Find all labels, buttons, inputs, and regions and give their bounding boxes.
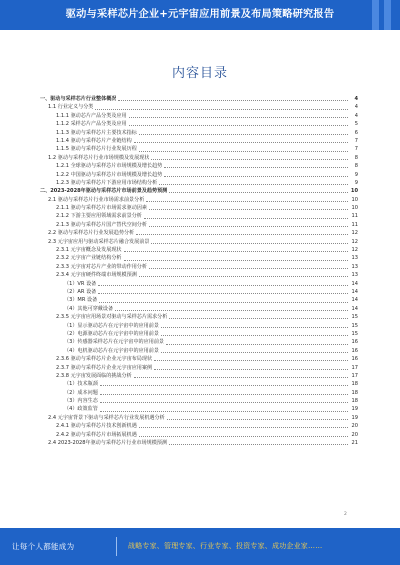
toc-entry[interactable] <box>40 347 358 355</box>
toc-leader-dots <box>134 376 348 378</box>
toc-leader-dots <box>161 326 348 328</box>
toc-entry-page: 21 <box>351 440 358 447</box>
toc-entry[interactable] <box>40 439 358 447</box>
toc-entry-title: 1.2.1 全球驱动与采样芯片市场规模及增长趋势 <box>56 163 163 170</box>
toc-leader-dots <box>100 410 348 412</box>
toc-entry-page: 15 <box>351 314 358 321</box>
toc-leader-dots <box>115 309 348 311</box>
toc-entry-title: （2）成本问题 <box>64 389 98 396</box>
toc-entry-title: 1.1.5 驱动与采样芯片行业发展历程 <box>56 146 137 153</box>
toc-leader-dots <box>149 267 348 269</box>
toc-entry-page: 20 <box>351 431 358 438</box>
toc-entry-title: 1.1.4 驱动与采样芯片产业链结构 <box>56 137 132 144</box>
toc-entry-page: 7 <box>354 146 358 153</box>
toc-leader-dots <box>124 250 348 252</box>
toc-entry[interactable] <box>40 338 358 346</box>
toc-entry-title: 2.3.2 元宇宙产业链结构分析 <box>56 255 122 262</box>
toc-entry-page: 11 <box>351 221 358 228</box>
toc-entry-title: （1）VR 设备 <box>64 280 97 287</box>
toc-entry-title: 2.1.2 下游主要应用领域需求前景分析 <box>56 213 142 220</box>
toc-entry-page: 14 <box>351 280 358 287</box>
toc-entry[interactable] <box>40 313 358 321</box>
toc-entry-page: 18 <box>351 389 358 396</box>
toc-leader-dots <box>154 359 348 361</box>
toc-entry-page: 9 <box>354 179 358 186</box>
toc-entry-page: 17 <box>351 372 358 379</box>
toc-entry-page: 9 <box>354 171 358 178</box>
toc-entry[interactable] <box>40 305 358 313</box>
toc-entry-page: 6 <box>354 129 358 136</box>
toc-entry[interactable] <box>40 204 358 212</box>
toc-entry[interactable] <box>40 145 358 153</box>
toc-entry[interactable] <box>40 372 358 380</box>
toc-entry[interactable] <box>40 171 358 179</box>
toc-leader-dots <box>129 124 348 126</box>
toc-entry[interactable] <box>40 405 358 413</box>
toc-entry-title: 2.3.1 元宇宙概念及发展现状 <box>56 247 122 254</box>
toc-entry-title: 1.1 行业定义与分类 <box>48 104 94 111</box>
toc-entry-title: 2.4.2 驱动与采样芯片市场拓展机遇 <box>56 431 137 438</box>
toc-entry[interactable] <box>40 95 358 103</box>
toc-entry-page: 14 <box>351 297 358 304</box>
toc-entry-title: （1）技术瓶颈 <box>64 381 98 388</box>
toc-entry-page: 19 <box>351 414 358 421</box>
toc-entry-page: 14 <box>351 305 358 312</box>
toc-leader-dots <box>118 99 348 101</box>
toc-leader-dots <box>146 200 348 202</box>
toc-leader-dots <box>139 426 348 428</box>
toc-entry[interactable] <box>40 322 358 330</box>
toc-entry-page: 12 <box>351 247 358 254</box>
toc-entry[interactable] <box>40 129 358 137</box>
toc-entry[interactable] <box>40 154 358 162</box>
toc-leader-dots <box>124 259 348 261</box>
toc-entry[interactable] <box>40 431 358 439</box>
toc-entry-page: 18 <box>351 398 358 405</box>
toc-leader-dots <box>169 317 348 319</box>
toc-entry[interactable] <box>40 254 358 262</box>
toc-entry-page: 10 <box>350 188 358 195</box>
toc-entry[interactable] <box>40 238 358 246</box>
toc-leader-dots <box>161 351 348 353</box>
toc-entry-title: 2.3.4 元宇宙硬件终端市场规模预测 <box>56 272 137 279</box>
toc-entry[interactable] <box>40 112 358 120</box>
toc-entry[interactable] <box>40 364 358 372</box>
toc-leader-dots <box>139 435 348 437</box>
toc-entry[interactable] <box>40 414 358 422</box>
toc-leader-dots <box>169 191 348 193</box>
toc-leader-dots <box>100 401 348 403</box>
toc-entry[interactable] <box>40 137 358 145</box>
toc-entry-page: 19 <box>351 406 358 413</box>
toc-leader-dots <box>151 158 348 160</box>
toc-leader-dots <box>98 292 348 294</box>
toc-leader-dots <box>169 443 348 445</box>
toc-entry-title: 2.3.3 元宇宙对芯片产业的带动作用分析 <box>56 263 147 270</box>
toc-leader-dots <box>166 343 348 345</box>
toc-entry-page: 17 <box>351 364 358 371</box>
toc-entry-title: （3）MR 设备 <box>64 297 98 304</box>
toc-entry[interactable] <box>40 288 358 296</box>
toc-leader-dots <box>164 175 348 177</box>
toc-entry-title: （3）传感器采样芯片在元宇宙中的应用前景 <box>64 339 165 346</box>
toc-entry-title: 2.1.3 驱动与采样芯片国产替代空间分析 <box>56 221 147 228</box>
toc-entry[interactable] <box>40 212 358 220</box>
toc-leader-dots <box>139 150 348 152</box>
toc-entry-title: （4）其他可穿戴设备 <box>64 305 114 312</box>
report-title: 驱动与采样芯片企业+元宇宙应用前景及布局策略研究报告 <box>65 9 335 20</box>
toc-leader-dots <box>154 368 348 370</box>
toc-leader-dots <box>139 133 348 135</box>
toc-entry[interactable] <box>40 355 358 363</box>
toc-entry-page: 16 <box>351 347 358 354</box>
toc-entry-page: 5 <box>354 121 358 128</box>
toc-leader-dots <box>149 208 348 210</box>
toc-entry-title: （2）AR 设备 <box>64 288 97 295</box>
toc-entry-title: 2.1 驱动与采样芯片行业市场需求前景分析 <box>48 196 145 203</box>
toc-entry[interactable] <box>40 330 358 338</box>
toc-entry-title: 1.1.3 驱动与采样芯片主要技术指标 <box>56 129 137 136</box>
toc-entry-page: 18 <box>351 381 358 388</box>
toc-entry-title: 2.3.5 元宇宙应用场景对驱动与采样芯片需求分析 <box>56 314 168 321</box>
toc-entry[interactable] <box>40 271 358 279</box>
toc-entry-page: 7 <box>354 137 358 144</box>
toc-entry[interactable] <box>40 179 358 187</box>
toc-entry-title: 2.4 2023-2028年驱动与采样芯片行业市场规模预测 <box>48 440 167 447</box>
toc-entry[interactable] <box>40 162 358 170</box>
toc-leader-dots <box>95 108 348 110</box>
toc-entry[interactable] <box>40 196 358 204</box>
toc-entry[interactable] <box>40 397 358 405</box>
toc-entry-title: 2.2 驱动与采样芯片行业发展趋势分析 <box>48 230 135 237</box>
table-of-contents <box>40 95 358 447</box>
toc-entry[interactable] <box>40 280 358 288</box>
toc-entry-title: 2.3.7 驱动与采样芯片企业元宇宙应用案例 <box>56 364 153 371</box>
toc-entry-page: 16 <box>351 339 358 346</box>
toc-entry[interactable] <box>40 389 358 397</box>
toc-entry[interactable] <box>40 263 358 271</box>
toc-entry-title: 2.3.8 元宇宙发展面临的挑战分析 <box>56 372 132 379</box>
toc-entry-title: 2.4.1 驱动与采样芯片技术创新机遇 <box>56 423 137 430</box>
toc-entry-title: 2.4 元宇宙背景下驱动与采样芯片行业发展机遇分析 <box>48 414 165 421</box>
toc-entry-title: （4）电机驱动芯片在元宇宙中的应用前景 <box>64 347 159 354</box>
toc-leader-dots <box>144 217 348 219</box>
toc-entry-page: 16 <box>351 356 358 363</box>
toc-leader-dots <box>161 334 348 336</box>
toc-entry[interactable] <box>40 246 358 254</box>
toc-leader-dots <box>167 418 348 420</box>
toc-entry-page: 14 <box>351 288 358 295</box>
toc-entry-title: 2.3 元宇宙应用与驱动采样芯片融合发展前景 <box>48 238 150 245</box>
toc-entry-page: 4 <box>354 96 358 102</box>
toc-entry-page: 13 <box>351 255 358 262</box>
toc-leader-dots <box>129 116 348 118</box>
toc-entry-page: 12 <box>351 230 358 237</box>
toc-entry-page: 15 <box>351 322 358 329</box>
toc-entry[interactable] <box>40 422 358 430</box>
toc-leader-dots <box>151 242 348 244</box>
toc-entry[interactable] <box>40 229 358 237</box>
page-number: 2 <box>344 512 347 517</box>
toc-entry[interactable] <box>40 296 358 304</box>
toc-entry-title: （4）政策监管 <box>64 406 98 413</box>
toc-entry-title: （1）显示驱动芯片在元宇宙中的应用前景 <box>64 322 159 329</box>
toc-entry-title: 一、驱动与采样芯片行业整体概况 <box>40 96 117 102</box>
toc-entry-page: 10 <box>351 205 358 212</box>
toc-entry[interactable] <box>40 221 358 229</box>
toc-entry-title: （2）电源驱动芯片在元宇宙中的应用前景 <box>64 330 159 337</box>
toc-entry-page: 10 <box>351 196 358 203</box>
toc-leader-dots <box>134 141 348 143</box>
toc-entry-page: 13 <box>351 272 358 279</box>
toc-entry[interactable] <box>40 187 358 195</box>
toc-entry-title: 2.3.6 驱动与采样芯片企业元宇宙布局现状 <box>56 356 153 363</box>
toc-entry-title: 二、2023-2028年驱动与采样芯片市场前景及趋势预测 <box>40 188 168 195</box>
toc-entry[interactable] <box>40 103 358 111</box>
toc-heading: 内容目录 <box>171 66 228 81</box>
footer-roles: 战略专家、管理专家、行业专家、投资专家、成功企业家…… <box>128 542 323 550</box>
toc-entry-title: 2.1.1 驱动与采样芯片市场需求驱动因素 <box>56 205 147 212</box>
toc-entry-title: 1.2 驱动与采样芯片行业市场规模及发展现状 <box>48 154 150 161</box>
toc-entry-page: 4 <box>354 104 358 111</box>
toc-entry-page: 12 <box>351 238 358 245</box>
toc-entry-title: 1.2.3 驱动与采样芯片下游应用市场结构分析 <box>56 179 158 186</box>
toc-entry-page: 11 <box>351 213 358 220</box>
toc-leader-dots <box>159 183 348 185</box>
toc-entry-page: 15 <box>351 330 358 337</box>
footer-divider <box>116 537 117 556</box>
toc-entry-page: 8 <box>354 163 358 170</box>
toc-leader-dots <box>100 384 348 386</box>
toc-leader-dots <box>139 275 348 277</box>
toc-entry-page: 8 <box>354 154 358 161</box>
toc-entry-title: 1.1.1 驱动芯片产品分类及应用 <box>56 112 127 119</box>
toc-leader-dots <box>136 233 348 235</box>
toc-entry-page: 4 <box>354 112 358 119</box>
toc-entry[interactable] <box>40 380 358 388</box>
toc-entry-title: 1.1.2 采样芯片产品分类及应用 <box>56 121 127 128</box>
toc-entry-page: 13 <box>351 263 358 270</box>
toc-entry-title: 1.2.2 中国驱动与采样芯片市场规模及增长趋势 <box>56 171 163 178</box>
footer-slogan: 让每个人都能成为 <box>12 542 75 551</box>
toc-leader-dots <box>149 225 348 227</box>
toc-leader-dots <box>100 393 348 395</box>
toc-entry-title: （3）内容生态 <box>64 398 98 405</box>
toc-entry-page: 20 <box>351 423 358 430</box>
toc-leader-dots <box>99 301 348 303</box>
toc-leader-dots <box>98 284 348 286</box>
toc-entry[interactable] <box>40 120 358 128</box>
toc-leader-dots <box>164 166 348 168</box>
